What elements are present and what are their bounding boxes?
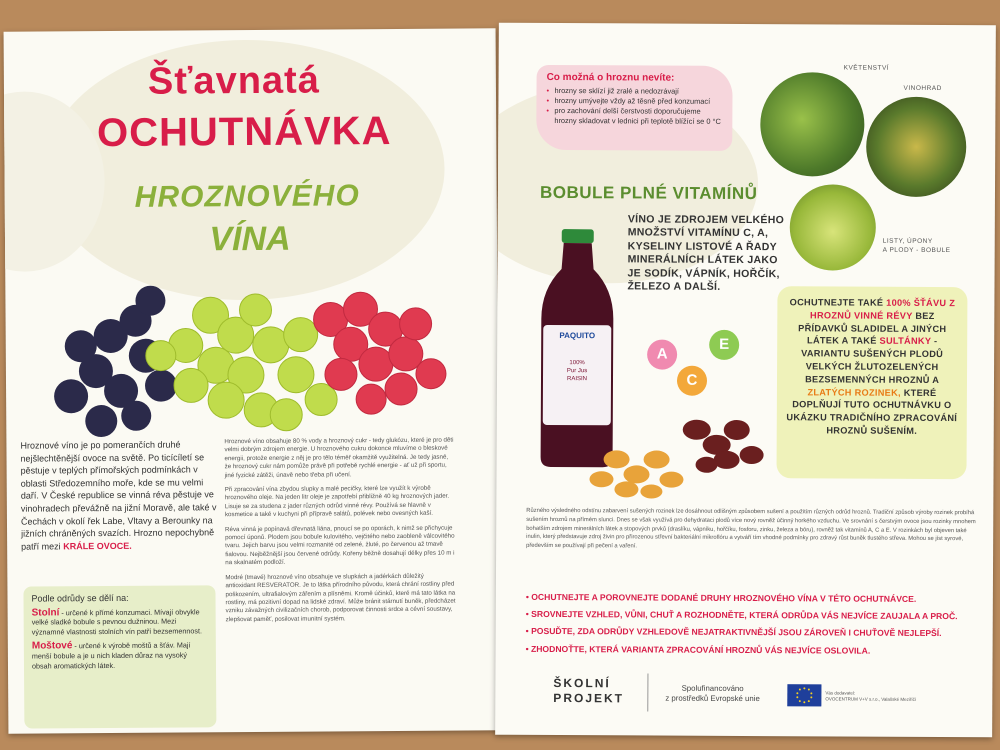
title-line1: Šťavnatá xyxy=(147,59,321,103)
school-project-logo: ŠKOLNÍ PROJEKT xyxy=(553,675,625,706)
variety-table-text: - určené k přímé konzumaci. Mívají obvykle velké sladké bobule s pevnou dužninou. Mezi významné vlastnosti stolních vín patří bezsemennost. xyxy=(31,606,202,637)
vineyard-photo xyxy=(866,97,967,198)
vitamin-a-icon: A xyxy=(647,339,677,369)
photo-label-flowers: KVĚTENSTVÍ xyxy=(843,64,890,72)
bottle-brand: PAQUITO xyxy=(559,331,596,341)
leaves-photo xyxy=(790,184,876,270)
task-item: • POSUĎTE, ZDA ODRŮDY VZHLEDOVĚ NEJATRAKTIVNĚJŠÍ JSOU ZÁROVEŇ I CHUŤOVĚ NEJLEPŠÍ. xyxy=(526,623,976,643)
intro-highlight: KRÁLE OVOCE. xyxy=(63,540,132,552)
taste-box: OCHUTNEJTE TAKÉ 100% ŠŤÁVU Z HROZNŮ VINNÉ RÉVY BEZ PŘÍDAVKŮ SLADIDEL A JINÝCH LÁTEK A TAKÉ SULTÁNKY - VARIANTU SUŠENÝCH PLODŮ VELKÝCH ŽLUTOZELENÝCH BEZSEMENNÝCH HROZNŮ A ZLATÝCH ROZINEK, KTERÉ DOPLŇUJÍ TUTO OCHUTNÁVKU O UKÁZKU TRADIČNÍHO ZPRACOVÁNÍ HROZNŮ SUŠENÍM. xyxy=(776,286,967,479)
info-paragraph: Hroznové víno obsahuje 80 % vody a hroznový cukr - tedy glukózu, které je pro děti velmi dobrým zdrojem energie. U hroznového cukru dokonce mluvíme o bleskové energii, protože energie z něj je pro tělo téměř okamžitě využitelná. Je tedy jasné, že hroznový cukr nám pomůže právě při potřebě rychlé energie - ať už při sportu, jiné fyzické zátěži, únavě nebo třeba při učení. xyxy=(224,436,454,479)
task-list xyxy=(526,589,976,660)
variety-box-heading: Podle odrůdy se dělí na: xyxy=(31,592,129,604)
variety-table-key: Stolní xyxy=(31,606,60,619)
footer-divider xyxy=(647,673,648,711)
eu-flag-icon xyxy=(787,684,821,706)
variety-must-key: Moštové xyxy=(31,640,73,652)
taste-box-juice: 100% ŠŤÁVU Z HROZNŮ VINNÉ RÉVY xyxy=(810,297,956,321)
vitamin-c-icon: C xyxy=(677,366,707,396)
info-paragraph: Réva vinná je popínavá dřevnatá liána, pnoucí se po oporách, k nimž se přichycuje pomocí úponů. Plodem jsou bobule kulovitého, vejčitého nebo zaobleně válcovitého tvaru. Jejich barvu jsou velmi rozmanité od zelené, žluté, po červenou až tmavě fialovou. Nejběžnější jsou červené odrůdy. Kořeny běžně dosahují délky přes 10 m i na skalnatém podloží. xyxy=(225,524,455,567)
left-page xyxy=(4,28,501,733)
facts-item: • hrozny umývejte vždy až těsně před konzumací xyxy=(546,96,722,107)
task-item: • OCHUTNEJTE A POROVNEJTE DODANÉ DRUHY HROZNOVÉHO VÍNA V TÉTO OCHUTNÁVCE. xyxy=(526,589,976,609)
raisins-image xyxy=(576,399,767,500)
variety-box xyxy=(23,585,216,728)
info-column xyxy=(224,437,455,631)
info-paragraph: Při zpracování vína zbydou slupky a malé pecičky, které lze využít k výrobě hroznového oleje. Na jeden litr oleje je zapotřebí přibližně 40 kg hroznových jader. Lisuje se za studena z jader různých odrůd vinné révy. Používá se hlavně v kosmetice a také v kuchyni při přípravě salátů, polévek nebo ovesných kaší. xyxy=(224,484,450,519)
facts-item: • hrozny se sklízí již zralé a nedozrávají xyxy=(546,86,722,97)
title-line2: OCHUTNÁVKA xyxy=(96,109,392,156)
taste-box-golden-raisins: ZLATÝCH ROZINEK, xyxy=(807,386,901,398)
vitamin-text: VÍNO JE ZDROJEM VELKÉHO MNOŽSTVÍ VITAMÍNU C, A, KYSELINY LISTOVÉ A ŘADY MINERÁLNÍCH LÁTEK JAKO JE SODÍK, VÁPNÍK, HOŘČÍK, ŽELEZO A DALŠÍ. xyxy=(627,213,785,293)
subtitle-line2: VÍNA xyxy=(209,219,291,259)
right-page xyxy=(495,23,996,738)
bottle-label: 100% Pur Jus RAISIN xyxy=(566,360,588,383)
grapes-illustration xyxy=(40,274,461,447)
taste-box-sultanas: SULTÁNKY xyxy=(879,336,932,347)
facts-title: Co možná o hroznu nevíte: xyxy=(546,71,675,84)
photo-label-vineyard: VINOHRAD xyxy=(903,84,942,93)
raisin-paragraph: Různého výsledného odstínu zabarvení sušených rozinek lze dosáhnout odlišným způsobem sušení a použitím různých odrůd hroznů. Tradiční způsob výroby rozinek probíhá sušením hroznů na přímém slunci. Dnes se však využívá pro dehydrataci plodů více nový rovněž účinný horkého vzduchu. Ve srovnání s čerstvým ovoce jsou rozinky mnohem bohatším zdrojem minerálních látek a stopových prvků (draslíku, vápníku, hořčíku, fosforu, zinku, železa a bóru), rovněž tak vitamínů A, C a E. V rozinkách byl objeven také inulin, který představuje zdroj živin pro přirozenou střevní bakteriální mikroflóru a vytváří tím vhodné podmínky pro zdravý růst buněk tlustého střeva. Mohou se jíst syrové, především se používají při pečení a vaření. xyxy=(526,507,976,550)
task-item: • ZHODNOŤTE, KTERÁ VARIANTA ZPRACOVÁNÍ HROZNŮ VÁS NEJVÍCE OSLOVILA. xyxy=(526,640,976,660)
intro-text: Hroznové víno je po pomerančích druhé nejšlechtěnější ovoce na světě. Po ticícíletí se pěstuje v teplých přímořských podmínkách v oblasti Středozemního moře, kde se mu velmi daří. V České republice se vinná réva pěstuje ve vinohradech převážně na jižní Moravě, ale také v Čechách v okolí řek Labe, Vltavy a Berounky na jižních chráněných svazích. Hrozno nepochybně patří mezi KRÁLE OVOCE. xyxy=(20,439,217,552)
subtitle-line1: HROZNOVÉHO xyxy=(134,179,360,214)
variety-must-text: - určené k výrobě moštů a šťáv. Mají menší bobule a je u nich kladen důraz na vysoký obsah aromatických látek. xyxy=(31,640,191,671)
photo-label-leaves: LISTY, ÚPONY A PLODY - BOBULE xyxy=(882,237,951,255)
facts-item: • pro zachování delší čerstvosti doporučujeme hrozny skladovat v lednici při teplotě blížící se 0 °C xyxy=(546,106,722,127)
task-item: • SROVNEJTE VZHLED, VŮNI, CHUŤ A ROZHODNĚTE, KTERÁ ODRŮDA VÁS NEJVÍCE ZAUJALA A PROČ. xyxy=(526,606,976,626)
supplier-text: Vás dodavatel: OVOCENTRUM V+V s.r.o., Valašské Meziříčí xyxy=(825,690,917,702)
vitamin-title: BOBULE PLNÉ VITAMÍNŮ xyxy=(539,182,758,204)
facts-box xyxy=(536,65,732,151)
vitamin-e-icon: E xyxy=(709,330,739,360)
info-paragraph: Modré (tmavé) hroznové víno obsahuje ve slupkách a jadérkách důležitý antioxidant RESVERATOR. Je to látka přírodního původu, která chrání rostliny před poškozením, ultrafialovým zářením a plísněmi. Kromě účinků, které má tato látka na rostliny, má pozitivní dopad na lidské zdraví. Může bránit stárnutí buněk, předcházet vzniku závažných civilizačních chorob, podporovat činnosti srdce a cévní soustavy, zlepšovat paměť, posilovat imunitní systém. xyxy=(225,572,456,623)
cofunding-text: Spolufinancováno z prostředků Evropské unie xyxy=(665,683,760,704)
flowers-photo xyxy=(760,72,865,177)
